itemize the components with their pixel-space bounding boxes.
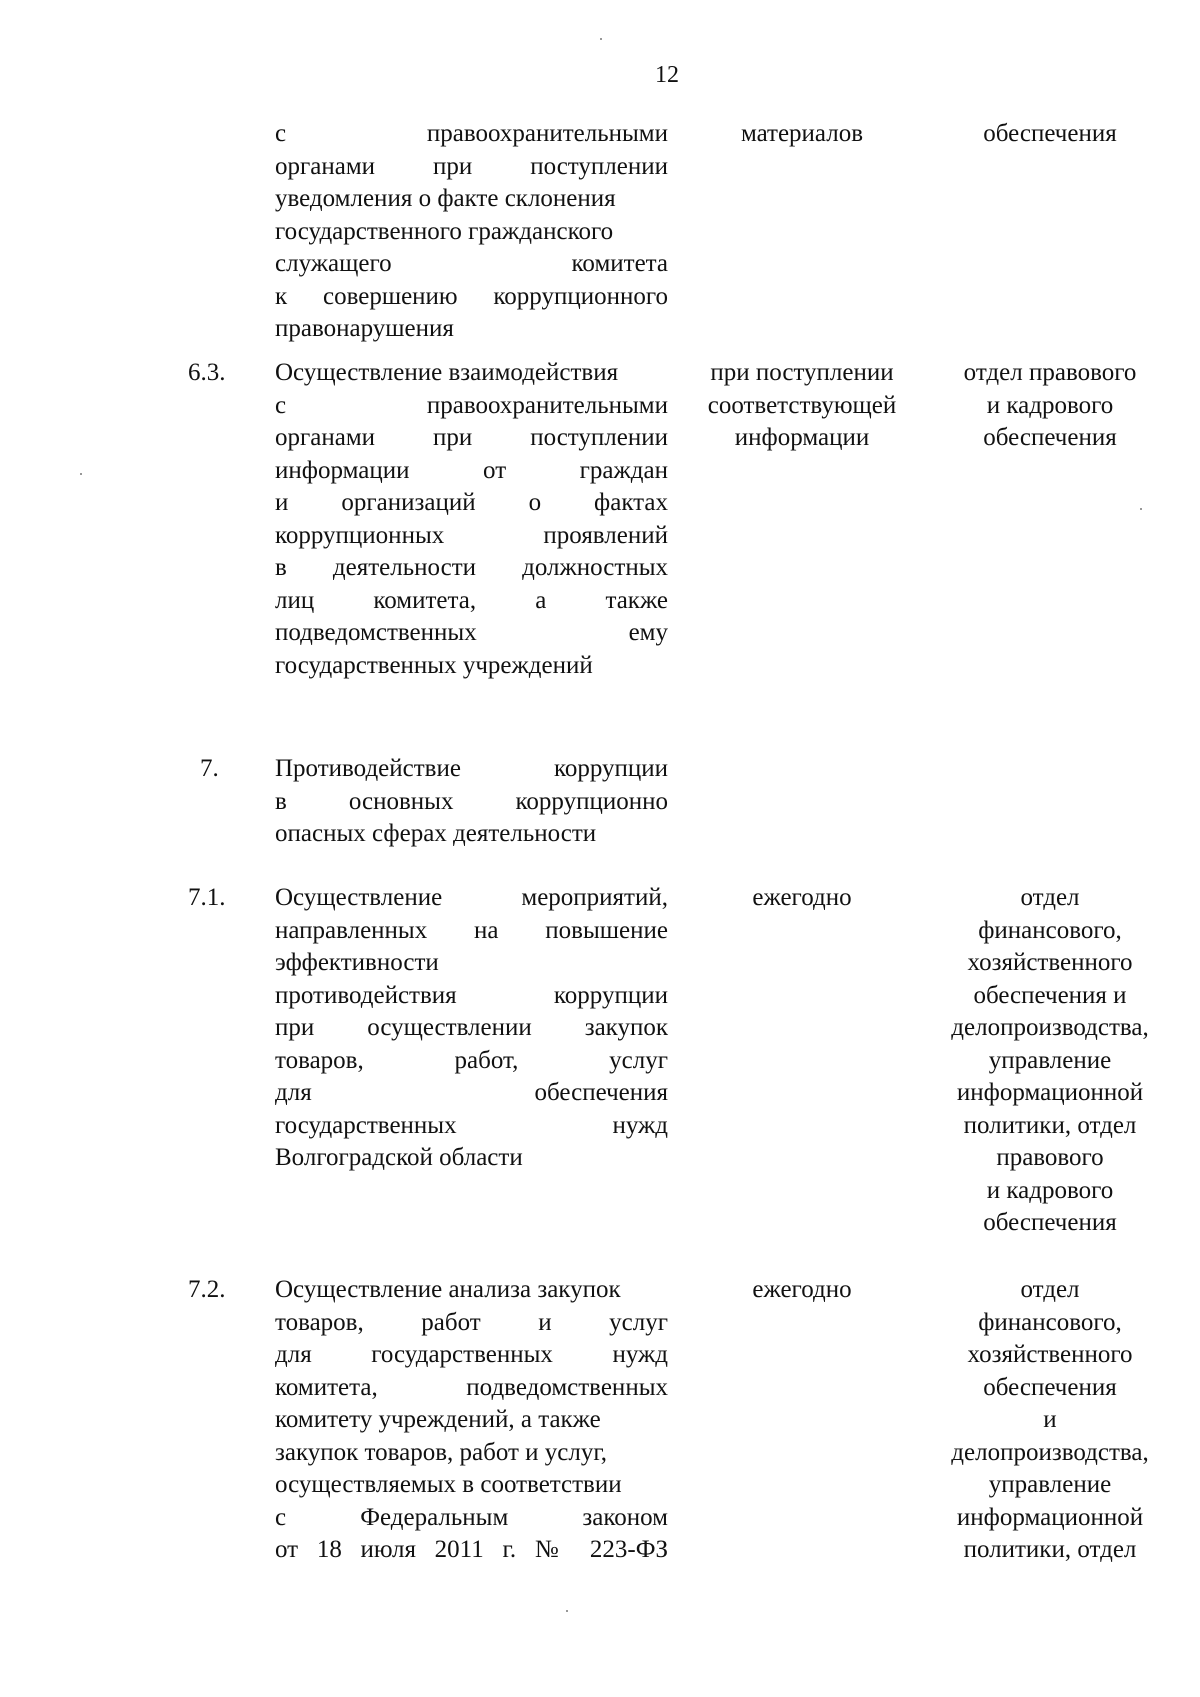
row-term (688, 118, 916, 151)
description-line: с Федеральным законом (275, 1503, 668, 1531)
description-line: комитета, подведомственных (275, 1373, 668, 1401)
description-line: осуществляемых в соответствии (275, 1471, 622, 1498)
term-line: при поступлении (710, 359, 894, 386)
row-term (688, 357, 916, 455)
row-description (275, 753, 668, 851)
description-line: государственного гражданского (275, 217, 614, 245)
responsible-line: политики, отдел (963, 1536, 1137, 1563)
description-line: товаров, работ и услуг (275, 1308, 668, 1336)
description-line: в деятельности должностных (275, 554, 668, 581)
term-line: материалов (740, 120, 864, 147)
responsible-line: делопроизводства, (951, 1014, 1149, 1041)
row-responsible (930, 357, 1170, 455)
responsible-line: отдел (1020, 884, 1080, 911)
row-description (275, 882, 668, 1175)
row-number: 6.3. (188, 359, 226, 386)
description-line: эффективности (275, 949, 439, 976)
term-line: информации (734, 424, 870, 451)
responsible-line: правового (996, 1144, 1104, 1171)
description-line: от 18 июля 2011 г. № 223-ФЗ (275, 1536, 668, 1563)
description-line: коррупционных проявлений (275, 521, 668, 549)
description-line: в основных коррупционно (275, 787, 668, 815)
row-responsible (930, 118, 1170, 151)
description-line: правонарушения (275, 315, 454, 342)
description-line: закупок товаров, работ и услуг, (275, 1438, 608, 1466)
responsible-line: обеспечения (983, 1209, 1117, 1236)
responsible-line: хозяйственного (967, 1341, 1133, 1368)
row-number: 7. (200, 755, 219, 782)
responsible-line: и (1043, 1406, 1057, 1433)
responsible-line: информационной (956, 1503, 1144, 1531)
description-line: при осуществлении закупок (275, 1014, 668, 1041)
description-line: государственных нужд (275, 1111, 668, 1139)
description-line: с правоохранительными (275, 391, 668, 419)
responsible-line: и кадрового (986, 391, 1114, 419)
responsible-line: финансового, (978, 1308, 1122, 1336)
term-line: соответствующей (707, 391, 897, 419)
description-line: направленных на повышение (275, 916, 668, 944)
description-line: противодействия коррупции (275, 981, 668, 1009)
description-line: Волгоградской области (275, 1144, 523, 1171)
description-line: и организаций о фактах (275, 489, 668, 516)
responsible-line: обеспечения (983, 1373, 1117, 1401)
row-number: 7.1. (188, 884, 226, 911)
description-line: Противодействие коррупции (275, 755, 668, 782)
row-description (275, 357, 668, 682)
description-line: опасных сферах деятельности (275, 820, 597, 847)
description-line: для обеспечения (275, 1079, 668, 1106)
responsible-line: финансового, (978, 916, 1122, 944)
responsible-line: хозяйственного (967, 949, 1133, 976)
row-description (275, 118, 668, 346)
description-line: служащего комитета (275, 250, 668, 277)
description-line: комитету учреждений, а также (275, 1406, 601, 1433)
row-term (688, 1274, 916, 1307)
description-line: для государственных нужд (275, 1341, 668, 1368)
responsible-line: отдел правового (963, 359, 1137, 386)
page-number: 12 (655, 62, 679, 88)
description-line: государственных учреждений (275, 651, 593, 679)
description-line: Осуществление анализа закупок (275, 1276, 621, 1303)
responsible-line: обеспечения и (973, 981, 1127, 1009)
term-line: ежегодно (752, 884, 852, 911)
row-responsible (930, 882, 1170, 1240)
responsible-line: информационной (956, 1079, 1144, 1106)
row-description (275, 1274, 668, 1567)
responsible-line: политики, отдел (963, 1111, 1137, 1139)
description-line: Осуществление взаимодействия (275, 359, 619, 386)
responsible-line: управление (988, 1471, 1112, 1498)
description-line: органами при поступлении (275, 152, 668, 180)
description-line: уведомления о факте склонения (275, 185, 616, 212)
scan-speck (600, 38, 602, 40)
description-line: информации от граждан (275, 456, 668, 484)
row-term (688, 882, 916, 915)
description-line: подведомственных ему (275, 619, 668, 646)
description-line: лиц комитета, а также (275, 586, 668, 614)
description-line: органами при поступлении (275, 424, 668, 451)
scan-speck (566, 1610, 568, 1612)
description-line: к совершению коррупционного (275, 282, 668, 310)
responsible-line: обеспечения (983, 424, 1117, 451)
responsible-line: и кадрового (986, 1176, 1114, 1204)
row-number: 7.2. (188, 1276, 226, 1303)
description-line: товаров, работ, услуг (275, 1046, 668, 1074)
scan-speck (80, 473, 82, 475)
row-responsible (930, 1274, 1170, 1567)
responsible-line: отдел (1020, 1276, 1080, 1303)
term-line: ежегодно (752, 1276, 852, 1303)
responsible-line: обеспечения (983, 120, 1117, 147)
description-line: Осуществление мероприятий, (275, 884, 668, 911)
scan-speck (1140, 508, 1142, 510)
description-line: с правоохранительными (275, 120, 668, 147)
responsible-line: управление (988, 1046, 1112, 1074)
responsible-line: делопроизводства, (951, 1438, 1149, 1466)
